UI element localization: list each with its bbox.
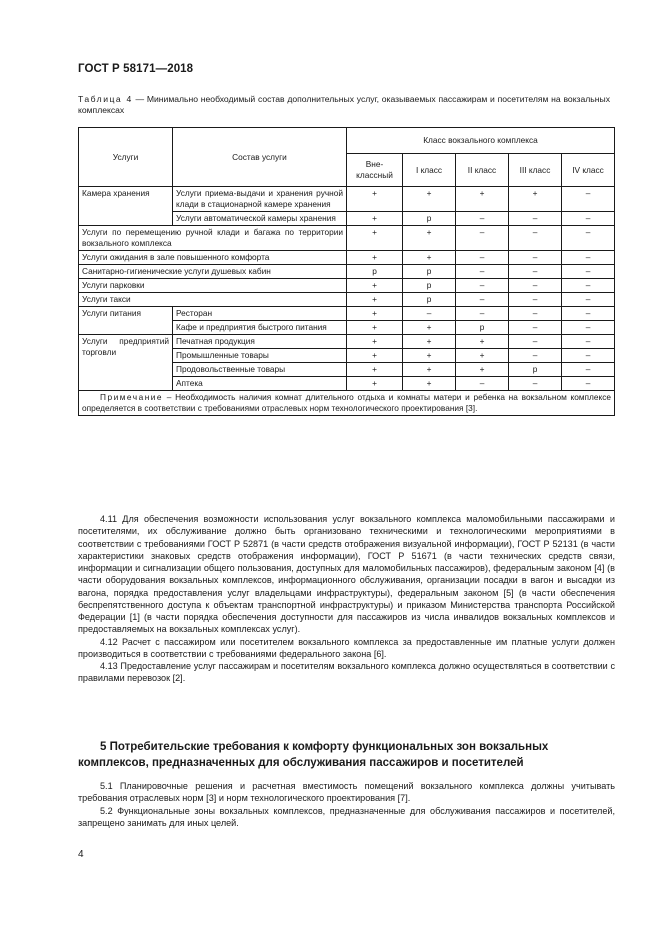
service-cell: Услуги предприятий торговли <box>79 335 173 391</box>
value-cell: – <box>509 279 562 293</box>
note-label: Примечание <box>100 392 164 402</box>
value-cell: – <box>456 377 509 391</box>
table-row <box>79 293 615 307</box>
composition-cell: Продовольственные товары <box>173 363 347 377</box>
service-cell: Услуги парковки <box>79 279 347 293</box>
header-services: Услуги <box>79 128 173 187</box>
value-cell: + <box>403 187 456 212</box>
service-cell: Камера хранения <box>79 187 173 226</box>
paragraph-5-1: 5.1 Планировочные решения и расчетная вместимость помещений вокзального комплекса должны учитывать требования отраслевых норм [3] и норм технологического проектирования [7]. <box>78 781 615 804</box>
value-cell: – <box>509 349 562 363</box>
table-caption-text: — Минимально необходимый состав дополнительных услуг, оказываемых пассажирам и посетителям на вокзальных комплексах <box>78 94 610 115</box>
composition-cell: Кафе и предприятия быстрого питания <box>173 321 347 335</box>
composition-cell: Услуги приема-выдачи и хранения ручной клади в стационарной камере хранения <box>173 187 347 212</box>
value-cell: – <box>456 251 509 265</box>
table-row <box>79 335 615 349</box>
value-cell: – <box>509 265 562 279</box>
note-text: – Необходимость наличия комнат длительного отдыха и комнаты матери и ребенка на вокзальном комплексе определяется в соответствии с требованиями отраслевых норм технологического проектирования [3]. <box>82 392 611 413</box>
document-header: ГОСТ Р 58171—2018 <box>78 63 194 75</box>
header-class-4: IV класс <box>562 154 615 187</box>
table-caption-label: Таблица 4 <box>78 94 133 104</box>
header-class-outclass: Вне-классный <box>347 154 403 187</box>
value-cell: + <box>403 321 456 335</box>
value-cell: + <box>456 187 509 212</box>
value-cell: + <box>347 321 403 335</box>
paragraph-5-2: 5.2 Функциональные зоны вокзальных комплексов, предназначенные для обслуживания пассажиров и посетителей, запрещено занимать для иных целей. <box>78 805 615 828</box>
value-cell: – <box>509 335 562 349</box>
section-5-title: 5 Потребительские требования к комфорту функциональных зон вокзальных комплексов, предназначенных для обслуживания пассажиров и посетителей <box>78 741 549 769</box>
clause-5-section <box>78 780 615 829</box>
value-cell: – <box>509 307 562 321</box>
value-cell: – <box>456 293 509 307</box>
value-cell: + <box>347 349 403 363</box>
services-table <box>78 127 615 416</box>
value-cell: – <box>509 212 562 226</box>
table-row <box>79 279 615 293</box>
value-cell: – <box>562 279 615 293</box>
service-cell: Услуги такси <box>79 293 347 307</box>
value-cell: + <box>403 226 456 251</box>
clause-4-section <box>78 513 615 685</box>
value-cell: + <box>347 377 403 391</box>
value-cell: + <box>347 251 403 265</box>
value-cell: – <box>403 307 456 321</box>
value-cell: – <box>562 226 615 251</box>
value-cell: + <box>456 363 509 377</box>
value-cell: – <box>562 321 615 335</box>
value-cell: – <box>562 212 615 226</box>
composition-cell: Промышленные товары <box>173 349 347 363</box>
table-row <box>79 226 615 251</box>
value-cell: р <box>403 265 456 279</box>
composition-cell: Ресторан <box>173 307 347 321</box>
table-row <box>79 265 615 279</box>
value-cell: + <box>509 187 562 212</box>
value-cell: + <box>347 212 403 226</box>
value-cell: – <box>562 377 615 391</box>
page-number: 4 <box>78 849 84 860</box>
paragraph-4-11: 4.11 Для обеспечения возможности использования услуг вокзального комплекса маломобильными пассажирами и посетителями, их обслуживание должно быть организовано техническими и технологическими мероприятиями в соответствии с требованиями ГОСТ Р 52871 (в части средств отображения визуальной информации), ГОСТ Р 52131 (в части характеристики знаковых средств отображения информации), ГОСТ Р 51671 (в части технических средств связи, информации и сигнализации общего пользования, доступных для маломобильных пассажиров), федеральным законом [4] (в части оборудования вокзальных комплексов, информационного обслуживания, организации посадки в вагон и высадки из вагона, порядка предоставления услуг владельцами инфраструктуры), федеральным законом [5] (в части обеспечения беспрепятственного доступа к объектам транспортной инфраструктуры) и приказом Министерства транспорта Российской Федерации [1] (в части порядка обеспечения доступности для пассажиров из числа инвалидов вокзальных комплексов и предоставляемых на вокзальных комплексах услуг). <box>78 514 615 635</box>
value-cell: р <box>403 212 456 226</box>
value-cell: + <box>347 226 403 251</box>
table-caption <box>78 94 610 116</box>
value-cell: р <box>509 363 562 377</box>
value-cell: – <box>562 363 615 377</box>
value-cell: + <box>347 335 403 349</box>
value-cell: – <box>562 187 615 212</box>
value-cell: + <box>347 187 403 212</box>
value-cell: – <box>562 265 615 279</box>
value-cell: р <box>347 265 403 279</box>
header-class-2: II класс <box>456 154 509 187</box>
header-class-1: I класс <box>403 154 456 187</box>
value-cell: + <box>403 335 456 349</box>
table-row <box>79 187 615 212</box>
value-cell: + <box>403 377 456 391</box>
value-cell: + <box>403 251 456 265</box>
service-cell: Услуги ожидания в зале повышенного комфорта <box>79 251 347 265</box>
value-cell: – <box>509 251 562 265</box>
value-cell: – <box>456 226 509 251</box>
value-cell: + <box>347 279 403 293</box>
composition-cell: Аптека <box>173 377 347 391</box>
paragraph-4-12: 4.12 Расчет с пассажиром или посетителем вокзального комплекса за предоставленные им платные услуги должен производиться в соответствии с требованиями федерального закона [6]. <box>78 636 615 659</box>
value-cell: – <box>456 212 509 226</box>
value-cell: + <box>403 363 456 377</box>
composition-cell: Услуги автоматической камеры хранения <box>173 212 347 226</box>
header-class-3: III класс <box>509 154 562 187</box>
value-cell: + <box>347 293 403 307</box>
value-cell: – <box>562 251 615 265</box>
value-cell: – <box>456 265 509 279</box>
table-note <box>79 391 615 416</box>
paragraph-4-13: 4.13 Предоставление услуг пассажирам и посетителям вокзального комплекса должно осуществляться в соответствии с правилами перевозок [2]. <box>78 661 615 684</box>
value-cell: – <box>509 377 562 391</box>
table-row <box>79 307 615 321</box>
composition-cell: Печатная продукция <box>173 335 347 349</box>
value-cell: р <box>403 293 456 307</box>
value-cell: р <box>456 321 509 335</box>
value-cell: – <box>562 349 615 363</box>
value-cell: + <box>347 363 403 377</box>
value-cell: – <box>509 293 562 307</box>
header-class-group: Класс вокзального комплекса <box>347 128 615 154</box>
value-cell: + <box>403 349 456 363</box>
table-row <box>79 251 615 265</box>
header-composition: Состав услуги <box>173 128 347 187</box>
value-cell: р <box>403 279 456 293</box>
value-cell: – <box>456 279 509 293</box>
service-cell: Услуги по перемещению ручной клади и багажа по территории вокзального комплекса <box>79 226 347 251</box>
service-cell: Услуги питания <box>79 307 173 335</box>
table-note-row <box>79 391 615 416</box>
value-cell: – <box>509 226 562 251</box>
value-cell: + <box>456 335 509 349</box>
value-cell: – <box>456 307 509 321</box>
value-cell: + <box>456 349 509 363</box>
service-cell: Санитарно-гигиенические услуги душевых кабин <box>79 265 347 279</box>
value-cell: – <box>562 335 615 349</box>
value-cell: – <box>562 293 615 307</box>
value-cell: – <box>562 307 615 321</box>
value-cell: + <box>347 307 403 321</box>
value-cell: – <box>509 321 562 335</box>
